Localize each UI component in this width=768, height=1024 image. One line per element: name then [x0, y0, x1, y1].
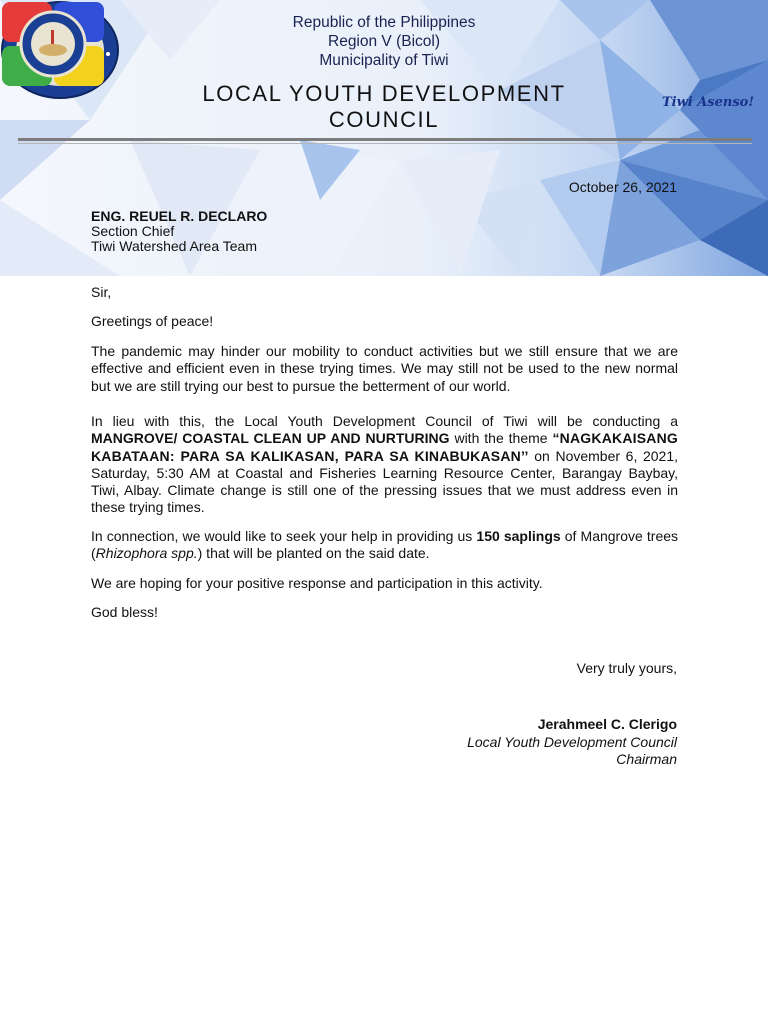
closing: Very truly yours, — [576, 660, 677, 676]
council-title-line2: COUNCIL — [328, 107, 440, 132]
blessing: God bless! — [91, 604, 158, 620]
recipient-name: ENG. REUEL R. DECLARO — [91, 208, 268, 224]
event-intro-text: In lieu with this, the Local Youth Development Council of Tiwi will be conducting a — [91, 413, 678, 429]
salutation: Sir, — [91, 284, 112, 300]
sapling-count: 150 saplings — [476, 528, 561, 544]
request-end: ) that will be planted on the said date. — [197, 545, 430, 562]
signatory-name: Jerahmeel C. Clerigo — [537, 716, 677, 732]
recipient-org: Tiwi Watershed Area Team — [91, 238, 257, 254]
event-theme-intro: with the theme — [454, 430, 548, 447]
paragraph-hope: We are hoping for your positive response and participation in this activity. — [91, 575, 543, 591]
header-municipality: Municipality of Tiwi — [319, 52, 449, 69]
event-details: on November 6, 2021, Saturday, 5:30 AM at Coastal and Fisheries Learning Resource Center, Barangay Baybay, Tiwi, Albay. Climate change is still one of the pressing issues that we must address even in these trying times. — [91, 447, 679, 516]
lydc-logo-icon — [0, 0, 106, 88]
letter-date: October 26, 2021 — [568, 179, 677, 195]
greeting: Greetings of peace! — [91, 313, 214, 329]
paragraph-pandemic: The pandemic may hinder our mobility to conduct activities but we still ensure that we are effective and efficient even in these trying times. We may still not be used to the new normal but we are still trying our best to pursue the betterment of our world. — [91, 343, 678, 394]
recipient-title: Section Chief — [91, 223, 175, 239]
event-theme: “NAGKAKAISANG KABATAAN: PARA SA KALIKASAN, PARA SA KINABUKASAN’’ — [91, 430, 678, 464]
header-divider-thin — [18, 143, 752, 144]
paragraph-request — [91, 528, 678, 563]
header-country: Republic of the Philippines — [292, 14, 476, 31]
header-banner — [0, 0, 768, 276]
slogan-text: Tiwi Asenso! — [661, 95, 755, 110]
event-name: MANGROVE/ COASTAL CLEAN UP AND NURTURING — [91, 430, 450, 447]
header-region: Region V (Bicol) — [328, 33, 440, 50]
request-intro: In connection, we would like to seek your help in providing us — [91, 528, 473, 544]
header-divider — [18, 138, 752, 141]
council-title-line1: LOCAL YOUTH DEVELOPMENT — [202, 81, 566, 106]
request-trees: of Mangrove trees ( — [91, 528, 679, 562]
signatory-org: Local Youth Development Council — [467, 734, 677, 750]
species-name: Rhizophora spp. — [95, 545, 198, 562]
signatory-title: Chairman — [616, 751, 677, 767]
paragraph-event — [91, 413, 678, 517]
